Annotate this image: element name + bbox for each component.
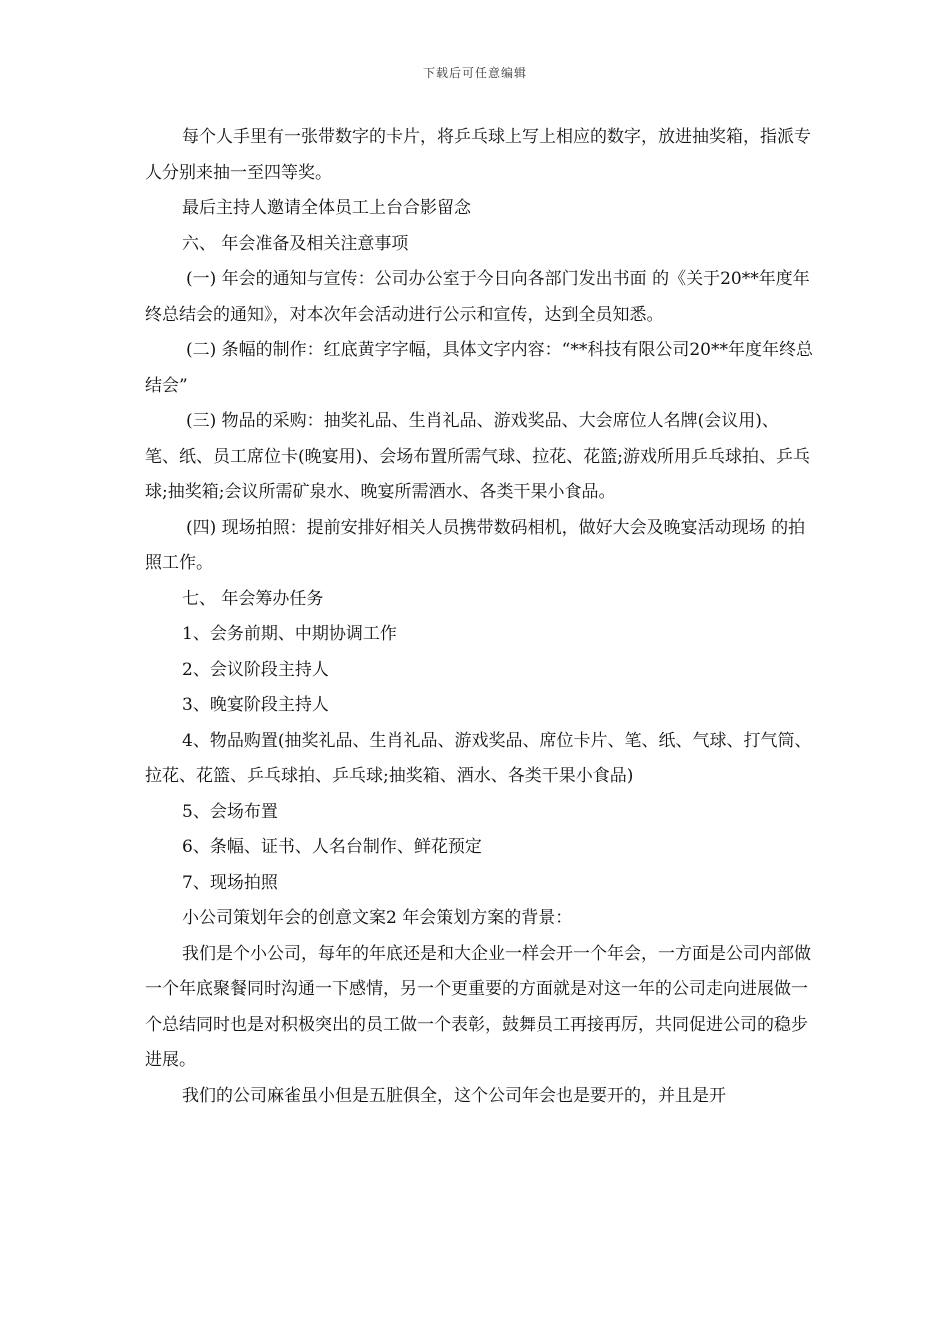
document-body [145, 120, 815, 1114]
page-header: 下载后可任意编辑 [422, 66, 527, 80]
paragraph-notice: (一) 年会的通知与宣传：公司办公室于今日向各部门发出书面 的《关于20**年度年终总结会的通知》，对本次年会活动进行公示和宣传，达到全员知悉。 [145, 269, 810, 325]
paragraph-background: 我们是个小公司，每年的年底还是和大企业一样会开一个年会，一方面是公司内部做一个年底聚餐同时沟通一下感情，另一个更重要的方面就是对这一年的公司走向进展做一个总结同时也是对积极突出的员工做一个表彰，鼓舞员工再接再厉，共同促进公司的稳步进展。 [145, 943, 811, 1070]
paragraph-group-photo: 最后主持人邀请全体员工上台合影留念 [182, 198, 471, 218]
section-heading-background: 小公司策划年会的创意文案2 年会策划方案的背景： [182, 908, 573, 928]
list-item: 1、会务前期、中期协调工作 [182, 624, 397, 644]
list-item: 6、条幅、证书、人名台制作、鲜花预定 [182, 837, 482, 857]
paragraph-photography: (四) 现场拍照：提前安排好相关人员携带数码相机，做好大会及晚宴活动现场 的拍照工作。 [145, 517, 806, 573]
paragraph-banner: (二) 条幅的制作：红底黄字字幅，具体文字内容：“**科技有限公司20**年度年终总结会” [145, 340, 813, 396]
section-heading-tasks: 七、 年会筹办任务 [182, 588, 324, 609]
section-heading-preparation: 六、 年会准备及相关注意事项 [182, 233, 409, 254]
list-item: 7、现场拍照 [182, 872, 278, 893]
list-item: 5、会场布置 [182, 801, 278, 822]
paragraph-purchasing: (三) 物品的采购：抽奖礼品、生肖礼品、游戏奖品、大会席位人名牌(会议用)、 笔、纸、员工席位卡(晚宴用)、会场布置所需气球、拉花、花篮;游戏所用乒乓球拍、乒乓球;抽奖箱;会议所需矿泉水、晚宴所需酒水、各类干果小食品。 [145, 411, 810, 502]
paragraph-lottery-cards: 每个人手里有一张带数字的卡片，将乒乓球上写上相应的数字，放进抽奖箱，指派专人分别来抽一至四等奖。 [145, 127, 811, 183]
list-item: 3、晚宴阶段主持人 [182, 695, 329, 715]
list-item: 4、物品购置(抽奖礼品、生肖礼品、游戏奖品、席位卡片、笔、纸、气球、打气筒、拉花、花篮、乒乓球拍、乒乓球;抽奖箱、酒水、各类干果小食品) [145, 730, 812, 786]
paragraph-small-company: 我们的公司麻雀虽小但是五脏俱全，这个公司年会也是要开的，并且是开 [182, 1085, 726, 1106]
list-item: 2、会议阶段主持人 [182, 659, 329, 680]
